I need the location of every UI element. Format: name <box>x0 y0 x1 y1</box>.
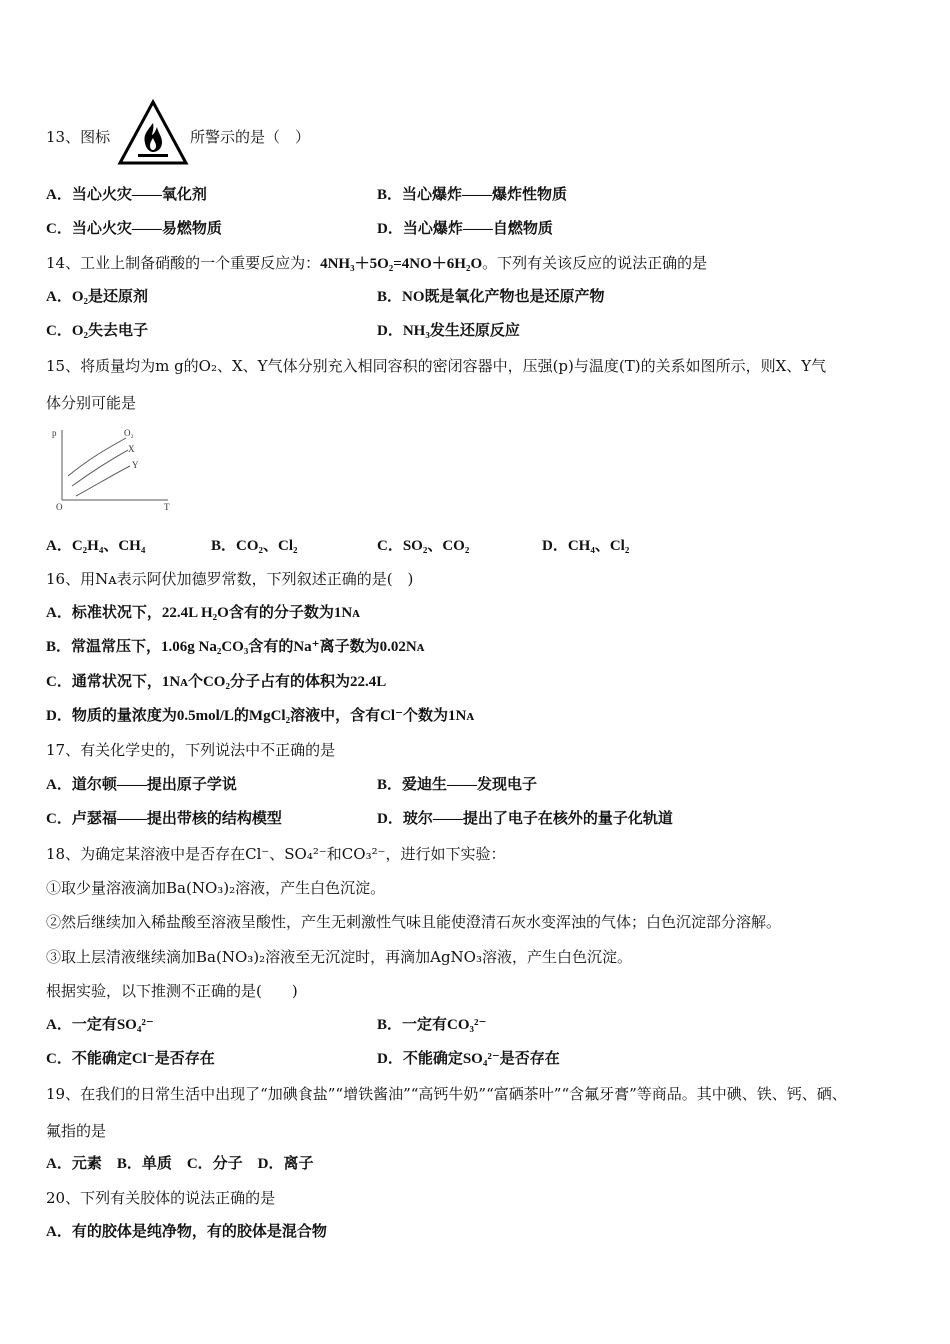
q15-option-b: B．CO₂、Cl₂ <box>211 538 298 554</box>
q15-stem-line1: 15、将质量均为m g的O₂、X、Y气体分别充入相同容积的密闭容器中，压强(p)与温度(T)的关系如图所示，则X、Y气 <box>46 357 827 375</box>
q18-question: 根据实验，以下推测不正确的是( ) <box>46 982 298 1000</box>
q17-option-a: A．道尔顿——提出原子学说 <box>46 777 237 793</box>
q14-option-a: A．O₂是还原剂 <box>46 289 148 305</box>
q14-stem <box>46 253 707 274</box>
q16-stem: 16、用Nᴀ表示阿伏加德罗常数，下列叙述正确的是( ) <box>46 570 414 588</box>
q13-stem-a: 13、图标 <box>46 128 111 146</box>
graph-origin-label: O <box>56 502 63 512</box>
q13-option-b: B．当心爆炸——爆炸性物质 <box>377 187 568 203</box>
q16-option-d: D．物质的量浓度为0.5mol/L的MgCl₂溶液中，含有Cl⁻个数为1Nᴀ <box>46 708 475 724</box>
q18-option-b: B．一定有CO₃²⁻ <box>377 1017 487 1033</box>
q13-option-c: C．当心火灾——易燃物质 <box>46 221 222 237</box>
q20-stem: 20、下列有关胶体的说法正确的是 <box>46 1189 276 1207</box>
q19-stem-line1: 19、在我们的日常生活中出现了“加碘食盐”“增铁酱油”“高钙牛奶”“富硒茶叶”“含氟牙膏”等商品。其中碘、铁、钙、硒、 <box>46 1085 847 1103</box>
curve-x <box>72 450 128 486</box>
q18-step-3: ③取上层清液继续滴加Ba(NO₃)₂溶液至无沉淀时，再滴加AgNO₃溶液，产生白色沉淀。 <box>46 948 632 966</box>
graph-x-label: T <box>164 502 170 512</box>
q14-stem-a: 14、工业上制备硝酸的一个重要反应为： <box>46 254 321 272</box>
q16-option-a: A．标准状况下，22.4L H₂O含有的分子数为1Nᴀ <box>46 605 360 621</box>
q19-stem-line2: 氟指的是 <box>46 1122 107 1140</box>
q17-option-c: C．卢瑟福——提出带核的结构模型 <box>46 811 282 827</box>
curve-o2-label: O₂ <box>124 428 134 438</box>
curve-o2 <box>68 438 126 476</box>
q20-option-a: A．有的胶体是纯净物，有的胶体是混合物 <box>46 1224 327 1240</box>
q13-option-a: A．当心火灾——氧化剂 <box>46 187 207 203</box>
q17-option-b: B．爱迪生——发现电子 <box>377 777 538 793</box>
q18-option-d: D．不能确定SO₄²⁻是否存在 <box>377 1051 560 1067</box>
q14-stem-b: 。下列有关该反应的说法正确的是 <box>482 254 708 272</box>
q19-options: A．元素 B．单质 C．分子 D．离子 <box>46 1156 314 1172</box>
q17-stem: 17、有关化学史的，下列说法中不正确的是 <box>46 741 336 759</box>
pressure-temperature-graph <box>44 426 178 514</box>
curve-y <box>76 466 130 496</box>
q16-option-b: B．常温常压下，1.06g Na₂CO₃含有的Na⁺离子数为0.02Nᴀ <box>46 639 425 655</box>
q15-option-a: A．C₂H₄、CH₄ <box>46 538 146 554</box>
q18-option-c: C．不能确定Cl⁻是否存在 <box>46 1051 215 1067</box>
q14-option-c: C．O₂失去电子 <box>46 323 148 339</box>
q15-option-d: D．CH₄、Cl₂ <box>542 538 630 554</box>
q17-option-d: D．玻尔——提出了电子在核外的量子化轨道 <box>377 811 673 827</box>
q18-step-1: ①取少量溶液滴加Ba(NO₃)₂溶液，产生白色沉淀。 <box>46 879 386 897</box>
q14-option-d: D．NH₃发生还原反应 <box>377 323 520 339</box>
q18-step-2: ②然后继续加入稀盐酸至溶液呈酸性，产生无刺激性气味且能使澄清石灰水变浑浊的气体；白色沉淀部分溶解。 <box>46 913 782 931</box>
flammable-warning-icon <box>117 99 189 167</box>
q13-stem-b: 所警示的是（ ） <box>190 128 311 146</box>
curve-y-label: Y <box>132 460 139 470</box>
q15-option-c: C．SO₂、CO₂ <box>377 538 470 554</box>
q18-stem: 18、为确定某溶液中是否存在Cl⁻、SO₄²⁻和CO₃²⁻，进行如下实验： <box>46 845 506 863</box>
q14-equation: 4NH₃＋5O₂=4NO＋6H₂O <box>320 256 483 272</box>
q18-option-a: A．一定有SO₄²⁻ <box>46 1017 154 1033</box>
q13-option-d: D．当心爆炸——自燃物质 <box>377 221 553 237</box>
q15-stem-line2: 体分别可能是 <box>46 394 137 412</box>
q14-option-b: B．NO既是氧化产物也是还原产物 <box>377 289 605 305</box>
curve-x-label: X <box>128 444 135 454</box>
graph-y-label: p <box>52 428 57 438</box>
q16-option-c: C．通常状况下，1Nᴀ个CO₂分子占有的体积为22.4L <box>46 674 387 690</box>
